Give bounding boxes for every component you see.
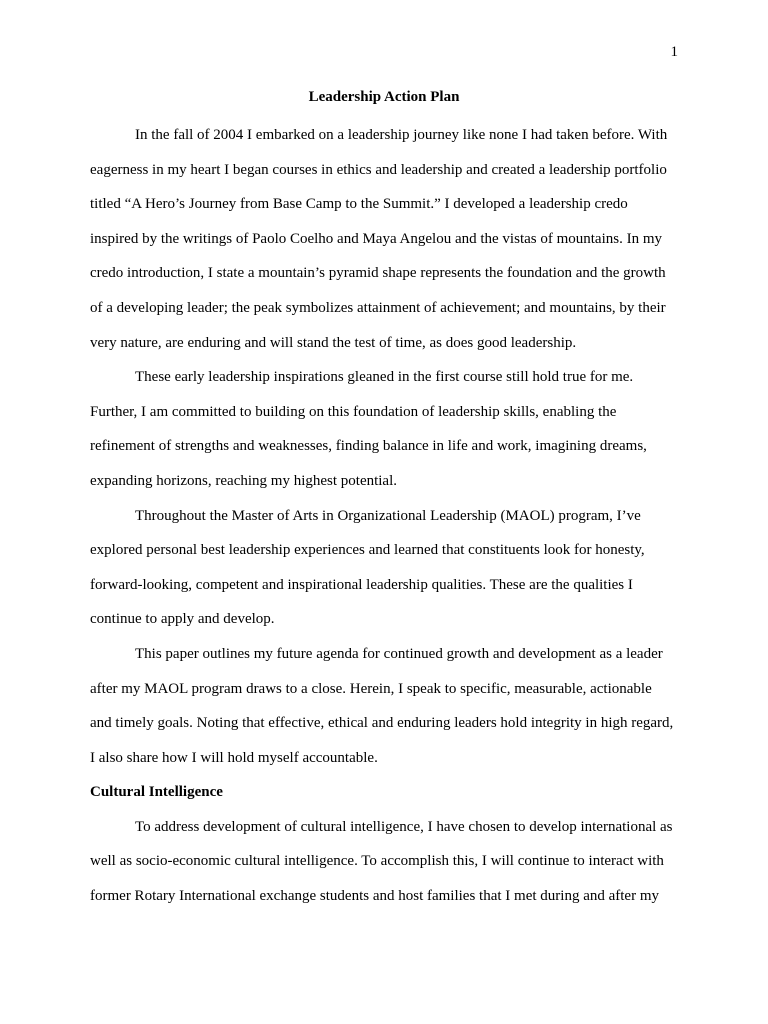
text-line: well as socio-economic cultural intelligence. To accomplish this, I will continue to interact with <box>90 853 664 870</box>
text-line: of a developing leader; the peak symbolizes attainment of achievement; and mountains, by their <box>90 299 666 316</box>
page-number: 1 <box>670 44 678 60</box>
text-line: To address development of cultural intelligence, I have chosen to develop international as <box>135 818 673 835</box>
text-line: explored personal best leadership experiences and learned that constituents look for honesty, <box>90 542 645 559</box>
text-line: credo introduction, I state a mountain’s pyramid shape represents the foundation and the growth <box>90 265 666 282</box>
text-line: very nature, are enduring and will stand the test of time, as does good leadership. <box>90 334 577 351</box>
text-line: eagerness in my heart I began courses in ethics and leadership and created a leadership portfolio <box>90 161 667 178</box>
text-line: and timely goals. Noting that effective, ethical and enduring leaders hold integrity in high regard, <box>90 715 674 732</box>
text-line: forward-looking, competent and inspirational leadership qualities. These are the qualities I <box>90 576 633 593</box>
section-heading: Cultural Intelligence <box>90 784 223 801</box>
text-line: titled “A Hero’s Journey from Base Camp to the Summit.” I developed a leadership credo <box>90 196 628 213</box>
text-line: In the fall of 2004 I embarked on a leadership journey like none I had taken before. With <box>135 127 668 143</box>
text-line: I also share how I will hold myself accountable. <box>90 749 378 766</box>
text-line: Throughout the Master of Arts in Organizational Leadership (MAOL) program, I’ve <box>135 507 641 524</box>
text-line: refinement of strengths and weaknesses, finding balance in life and work, imagining dreams, <box>90 438 647 455</box>
text-line: Further, I am committed to building on this foundation of leadership skills, enabling the <box>90 403 617 420</box>
document-title: Leadership Action Plan <box>308 89 460 105</box>
text-line: after my MAOL program draws to a close. Herein, I speak to specific, measurable, actionable <box>90 680 652 697</box>
text-line: expanding horizons, reaching my highest potential. <box>90 472 398 489</box>
text-line: These early leadership inspirations gleaned in the first course still hold true for me. <box>135 369 634 386</box>
text-line: This paper outlines my future agenda for continued growth and development as a leader <box>135 645 663 662</box>
text-line: inspired by the writings of Paolo Coelho and Maya Angelou and the vistas of mountains. In my <box>90 230 663 247</box>
text-line: continue to apply and develop. <box>90 611 275 628</box>
document-body <box>90 118 679 914</box>
text-line: former Rotary International exchange students and host families that I met during and after my <box>90 888 659 905</box>
